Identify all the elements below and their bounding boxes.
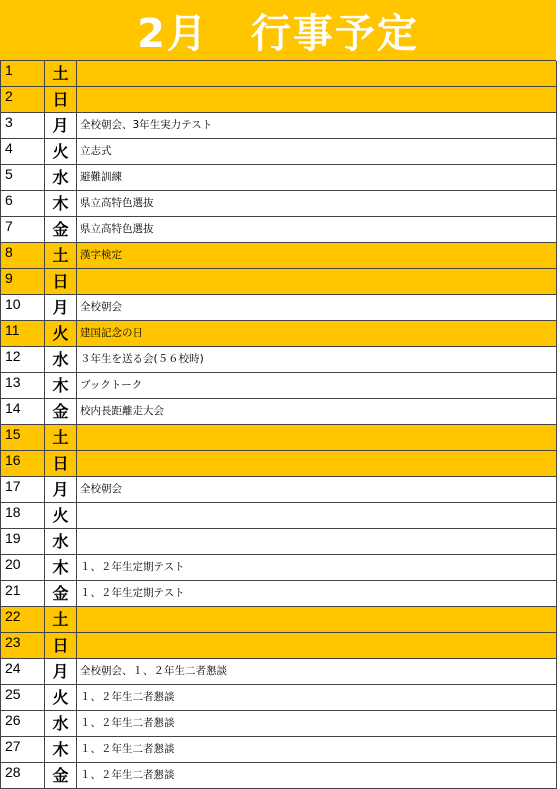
event-cell: 全校朝会、3年生実力テスト [77, 113, 557, 138]
event-cell: １、２年生二者懇談 [77, 763, 557, 788]
day-number-cell: 1 [1, 61, 45, 86]
weekday-cell: 火 [45, 139, 77, 164]
day-number-cell: 5 [1, 165, 45, 190]
schedule-row [1, 633, 557, 659]
schedule-row [1, 737, 557, 763]
event-cell: １、２年生定期テスト [77, 581, 557, 606]
event-cell: １、２年生二者懇談 [77, 685, 557, 710]
schedule-row [1, 165, 557, 191]
event-cell: １、２年生定期テスト [77, 555, 557, 580]
event-cell: 県立高特色選抜 [77, 217, 557, 242]
day-number-cell: 2 [1, 87, 45, 112]
weekday-cell: 土 [45, 607, 77, 632]
weekday-cell: 日 [45, 87, 77, 112]
day-number-cell: 24 [1, 659, 45, 684]
weekday-cell: 土 [45, 243, 77, 268]
schedule-row [1, 581, 557, 607]
event-cell [77, 61, 557, 86]
day-number-cell: 16 [1, 451, 45, 476]
event-cell: 避難訓練 [77, 165, 557, 190]
event-cell [77, 503, 557, 528]
schedule-row [1, 503, 557, 529]
schedule-row [1, 243, 557, 269]
weekday-cell: 木 [45, 737, 77, 762]
day-number-cell: 12 [1, 347, 45, 372]
event-cell: 全校朝会、１、２年生二者懇談 [77, 659, 557, 684]
day-number-cell: 7 [1, 217, 45, 242]
weekday-cell: 月 [45, 113, 77, 138]
weekday-cell: 木 [45, 555, 77, 580]
schedule-row [1, 529, 557, 555]
schedule-table [0, 61, 557, 789]
event-cell: 全校朝会 [77, 477, 557, 502]
schedule-row [1, 373, 557, 399]
day-number-cell: 3 [1, 113, 45, 138]
weekday-cell: 月 [45, 659, 77, 684]
event-cell [77, 529, 557, 554]
schedule-row [1, 451, 557, 477]
schedule-row [1, 217, 557, 243]
day-number-cell: 22 [1, 607, 45, 632]
event-cell: １、２年生二者懇談 [77, 711, 557, 736]
schedule-row [1, 607, 557, 633]
schedule-row [1, 191, 557, 217]
schedule-row [1, 321, 557, 347]
weekday-cell: 木 [45, 373, 77, 398]
weekday-cell: 水 [45, 347, 77, 372]
day-number-cell: 9 [1, 269, 45, 294]
day-number-cell: 11 [1, 321, 45, 346]
event-cell [77, 607, 557, 632]
weekday-cell: 木 [45, 191, 77, 216]
weekday-cell: 土 [45, 61, 77, 86]
event-cell: １、２年生二者懇談 [77, 737, 557, 762]
title-banner [0, 0, 556, 61]
weekday-cell: 金 [45, 399, 77, 424]
day-number-cell: 20 [1, 555, 45, 580]
event-cell: 県立高特色選抜 [77, 191, 557, 216]
day-number-cell: 15 [1, 425, 45, 450]
day-number-cell: 13 [1, 373, 45, 398]
day-number-cell: 28 [1, 763, 45, 788]
day-number-cell: 26 [1, 711, 45, 736]
weekday-cell: 金 [45, 763, 77, 788]
event-cell: 立志式 [77, 139, 557, 164]
event-cell: ３年生を送る会(５６校時) [77, 347, 557, 372]
day-number-cell: 25 [1, 685, 45, 710]
event-cell [77, 425, 557, 450]
event-cell: 建国記念の日 [77, 321, 557, 346]
day-number-cell: 23 [1, 633, 45, 658]
day-number-cell: 14 [1, 399, 45, 424]
page-title: 2月 行事予定 [137, 10, 419, 57]
weekday-cell: 水 [45, 711, 77, 736]
event-cell [77, 269, 557, 294]
day-number-cell: 18 [1, 503, 45, 528]
schedule-row [1, 659, 557, 685]
day-number-cell: 21 [1, 581, 45, 606]
weekday-cell: 月 [45, 295, 77, 320]
day-number-cell: 8 [1, 243, 45, 268]
schedule-row [1, 685, 557, 711]
event-cell: 校内長距離走大会 [77, 399, 557, 424]
day-number-cell: 6 [1, 191, 45, 216]
weekday-cell: 火 [45, 321, 77, 346]
weekday-cell: 火 [45, 685, 77, 710]
weekday-cell: 日 [45, 633, 77, 658]
schedule-row [1, 555, 557, 581]
schedule-row [1, 477, 557, 503]
day-number-cell: 17 [1, 477, 45, 502]
event-cell: 漢字検定 [77, 243, 557, 268]
schedule-row [1, 61, 557, 87]
schedule-row [1, 269, 557, 295]
schedule-row [1, 711, 557, 737]
weekday-cell: 金 [45, 581, 77, 606]
day-number-cell: 4 [1, 139, 45, 164]
schedule-row [1, 399, 557, 425]
day-number-cell: 10 [1, 295, 45, 320]
weekday-cell: 金 [45, 217, 77, 242]
weekday-cell: 火 [45, 503, 77, 528]
weekday-cell: 日 [45, 451, 77, 476]
schedule-row [1, 295, 557, 321]
schedule-row [1, 763, 557, 789]
event-cell: 全校朝会 [77, 295, 557, 320]
schedule-row [1, 113, 557, 139]
weekday-cell: 日 [45, 269, 77, 294]
event-cell [77, 451, 557, 476]
schedule-row [1, 347, 557, 373]
event-cell [77, 633, 557, 658]
event-cell: ブックトーク [77, 373, 557, 398]
day-number-cell: 27 [1, 737, 45, 762]
schedule-row [1, 139, 557, 165]
schedule-row [1, 425, 557, 451]
event-cell [77, 87, 557, 112]
day-number-cell: 19 [1, 529, 45, 554]
weekday-cell: 月 [45, 477, 77, 502]
weekday-cell: 水 [45, 165, 77, 190]
weekday-cell: 土 [45, 425, 77, 450]
schedule-row [1, 87, 557, 113]
weekday-cell: 水 [45, 529, 77, 554]
